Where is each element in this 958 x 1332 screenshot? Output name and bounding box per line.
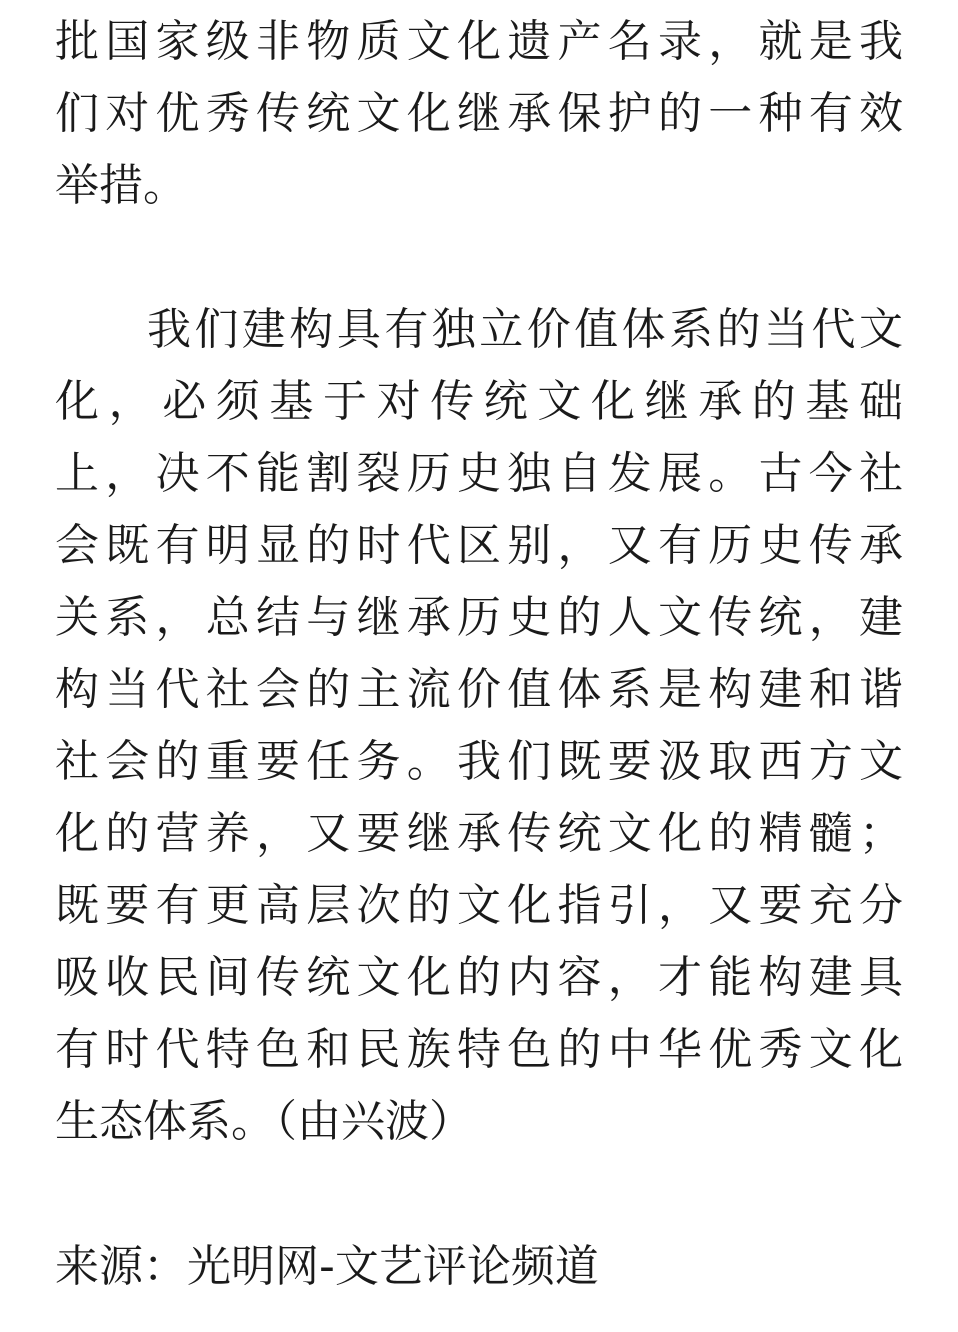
text-line: 上，决不能割裂历史独自发展。古今社 bbox=[55, 448, 903, 499]
text-line: 构当代社会的主流价值体系是构建和谐 bbox=[55, 664, 903, 715]
text-line: 吸收民间传统文化的内容，才能构建具 bbox=[55, 952, 903, 1003]
text-line: 既要有更高层次的文化指引，又要充分 bbox=[55, 880, 903, 931]
text-line: 批国家级非物质文化遗产名录，就是我 bbox=[55, 16, 903, 67]
text-line: 关系，总结与继承历史的人文传统，建 bbox=[55, 592, 903, 643]
text-line: 举措。 bbox=[55, 160, 187, 211]
text-line: 化，必须基于对传统文化继承的基础 bbox=[55, 376, 903, 427]
text-line: 化的营养，又要继承传统文化的精髓； bbox=[55, 808, 903, 859]
text-line: 有时代特色和民族特色的中华优秀文化 bbox=[55, 1024, 903, 1075]
source-attribution: 来源：光明网-文艺评论频道 bbox=[55, 1241, 599, 1292]
text-line: 会既有明显的时代区别，又有历史传承 bbox=[55, 520, 903, 571]
text-line: 生态体系。（由兴波） bbox=[55, 1096, 473, 1147]
text-line: 我们建构具有独立价值体系的当代文 bbox=[147, 304, 903, 355]
text-line: 们对优秀传统文化继承保护的一种有效 bbox=[55, 88, 903, 139]
text-line: 社会的重要任务。我们既要汲取西方文 bbox=[55, 736, 903, 787]
